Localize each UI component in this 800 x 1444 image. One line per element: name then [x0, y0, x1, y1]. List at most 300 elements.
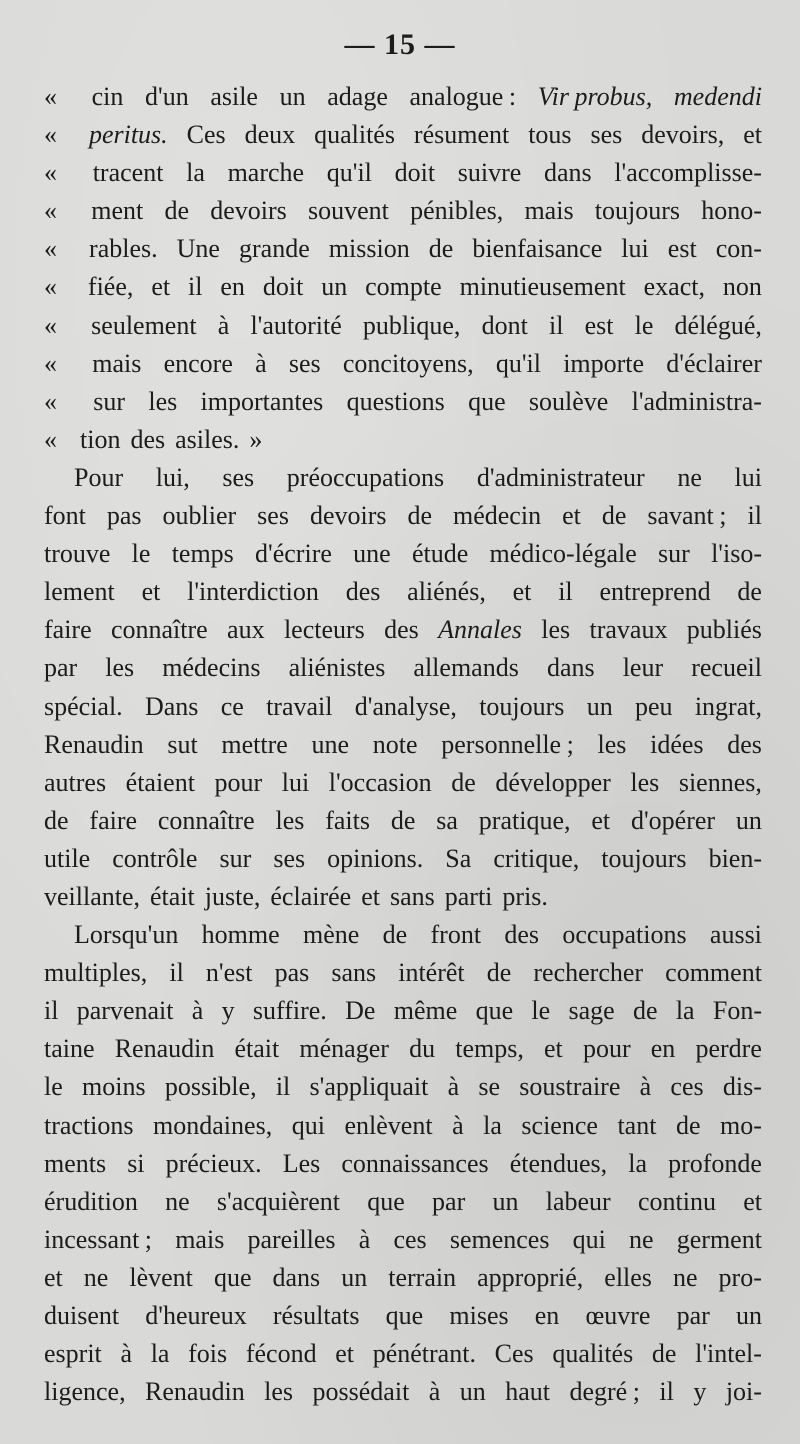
word: la	[628, 1148, 647, 1178]
word: résultats	[272, 1301, 360, 1330]
word: elles	[604, 1262, 652, 1292]
text-line	[44, 383, 762, 421]
word: «	[44, 386, 57, 416]
word: devoirs	[309, 501, 387, 531]
word: suivre	[457, 158, 522, 188]
text-line	[44, 649, 762, 687]
word: doit	[394, 158, 436, 188]
word: un	[492, 1186, 519, 1216]
word: qu'il	[495, 348, 541, 378]
word: le	[531, 996, 551, 1026]
word: un	[586, 691, 613, 721]
text-line	[44, 78, 762, 116]
word: il	[275, 1072, 291, 1102]
word: concitoyens,	[342, 348, 474, 378]
word: étaient	[125, 767, 195, 797]
word: du	[409, 1034, 436, 1064]
word: que	[213, 1262, 252, 1292]
word: sut	[167, 729, 198, 759]
word: approprié,	[477, 1262, 584, 1292]
word: des	[384, 615, 419, 645]
word: mettre	[221, 729, 288, 759]
word: à	[255, 348, 267, 378]
word: préoccupations	[286, 462, 445, 492]
word: grande	[239, 234, 310, 264]
text-line	[44, 459, 762, 497]
word: de	[390, 805, 416, 835]
word: occupations	[562, 920, 687, 950]
text-line	[44, 154, 762, 192]
word: de	[44, 805, 69, 835]
word: aliénés,	[407, 577, 486, 607]
text-line	[44, 192, 762, 230]
word: hono-	[701, 196, 762, 226]
word: tion	[80, 424, 121, 454]
word: idées	[650, 729, 704, 759]
word: fois	[188, 1339, 228, 1369]
word: faits	[325, 805, 370, 835]
word: par	[44, 653, 78, 683]
word: de	[632, 996, 658, 1026]
word: et	[743, 120, 762, 150]
text-line	[44, 1107, 762, 1145]
word: de	[737, 577, 762, 607]
word: autres	[44, 767, 107, 797]
word: pas	[106, 501, 142, 531]
word: médico-légale	[489, 539, 637, 569]
word: que	[385, 1301, 424, 1330]
text-line	[44, 1068, 762, 1106]
word: de	[601, 501, 627, 531]
word: duisent	[44, 1301, 120, 1330]
word: ment	[91, 196, 144, 226]
word: était	[150, 881, 195, 911]
text-line	[44, 954, 762, 992]
word: d'un	[145, 82, 189, 111]
word: Une	[176, 234, 220, 264]
word: mondaines,	[153, 1110, 273, 1140]
word: dis-	[722, 1072, 762, 1102]
word: Dans	[144, 691, 199, 721]
word: De	[345, 996, 376, 1026]
word: Renaudin	[114, 1034, 215, 1064]
word: en	[650, 1034, 676, 1064]
word: une	[353, 539, 391, 569]
word: Vir probus,	[537, 82, 653, 111]
word: de	[428, 234, 454, 264]
word: ses	[288, 348, 321, 378]
word: peritus.	[88, 120, 168, 150]
word: «	[44, 82, 57, 111]
word: l'intel-	[695, 1339, 762, 1369]
word: en	[534, 1301, 560, 1330]
word: joi-	[725, 1377, 762, 1407]
word: marche	[227, 158, 305, 188]
word: contrôle	[112, 843, 198, 873]
word: «	[44, 234, 57, 264]
word: de	[407, 501, 433, 531]
word: haut	[505, 1377, 551, 1407]
word: ses	[257, 501, 289, 531]
word: Annales	[438, 615, 522, 645]
word: n'est	[205, 958, 253, 988]
word: asile	[210, 82, 258, 111]
word: con-	[715, 234, 762, 264]
text-line	[44, 878, 762, 916]
word: y	[693, 1377, 707, 1407]
word: d'administrateur	[476, 462, 645, 492]
word: il	[44, 996, 59, 1026]
word: l'interdiction	[187, 577, 319, 607]
text-line	[44, 421, 762, 459]
word: Renaudin	[145, 1377, 245, 1407]
word: à	[447, 1072, 460, 1102]
word: aussi	[709, 920, 762, 950]
word: Ces	[186, 120, 226, 150]
word: par	[676, 1301, 710, 1330]
word: parvenait	[76, 996, 174, 1026]
word: ces	[393, 1224, 427, 1254]
word: un	[279, 82, 306, 111]
word: ligence,	[44, 1377, 126, 1407]
word: devoirs,	[641, 120, 725, 150]
text-line	[44, 116, 762, 154]
word: oublier	[162, 501, 237, 531]
word: est	[584, 310, 614, 340]
word: ces	[670, 1072, 704, 1102]
word: d'opérer	[630, 805, 716, 835]
word: que	[367, 1186, 405, 1216]
word: tous	[528, 120, 572, 150]
word: «	[44, 120, 57, 150]
word: germent	[676, 1224, 762, 1254]
word: terrain	[388, 1262, 457, 1292]
text-line	[44, 611, 762, 649]
word: la	[483, 1110, 502, 1140]
word: l'accomplisse-	[614, 158, 762, 188]
word: perdre	[695, 1034, 762, 1064]
word: les	[264, 1377, 294, 1407]
word: toujours	[601, 843, 687, 873]
word: et	[141, 577, 161, 607]
word: pénétrant.	[372, 1339, 476, 1369]
word: Les	[282, 1148, 321, 1178]
word: sur	[93, 386, 126, 416]
word: les	[275, 805, 305, 835]
word: un	[321, 272, 348, 302]
word: s'appliquait	[309, 1072, 429, 1102]
word: ménager	[299, 1034, 389, 1064]
word: questions	[346, 386, 445, 416]
page-number: — 15 —	[344, 28, 456, 61]
word: qualités	[552, 1339, 634, 1369]
word: soulève	[528, 386, 609, 416]
word: sage	[568, 996, 615, 1026]
word: ne	[677, 462, 702, 492]
word: Sa	[445, 843, 472, 873]
text-line	[44, 802, 762, 840]
word: publique,	[362, 310, 461, 340]
word: critique,	[493, 843, 580, 873]
word: il	[548, 310, 564, 340]
text-line	[44, 1183, 762, 1221]
word: entreprend	[599, 577, 711, 607]
word: sur	[658, 539, 690, 569]
text-line	[44, 268, 762, 306]
word: les	[148, 386, 178, 416]
word: semences	[449, 1224, 550, 1254]
word: Renaudin	[44, 729, 144, 759]
word: lement	[44, 577, 115, 607]
word: incessant ;	[44, 1224, 153, 1254]
word: la	[186, 158, 205, 188]
word: qui	[572, 1224, 606, 1254]
word: il	[188, 272, 203, 302]
word: il	[169, 958, 184, 988]
word: ce	[220, 691, 244, 721]
word: «	[44, 158, 57, 188]
word: le	[44, 1072, 63, 1102]
word: résument	[413, 120, 510, 150]
word: mises	[449, 1301, 509, 1330]
word: à	[217, 310, 230, 340]
word: personnelle ;	[441, 729, 574, 759]
text-line	[44, 573, 762, 611]
word: ne	[629, 1224, 654, 1254]
word: allemands	[413, 653, 519, 683]
word: rables.	[89, 234, 158, 264]
word: mais	[524, 196, 574, 226]
word: et	[44, 1262, 63, 1292]
word: intérêt	[398, 958, 465, 988]
word: «	[44, 272, 57, 302]
word: que	[475, 996, 514, 1026]
word: lui	[734, 462, 762, 492]
word: sa	[436, 805, 458, 835]
word: développer	[495, 767, 611, 797]
text-line	[44, 1373, 762, 1411]
word: un	[459, 1377, 486, 1407]
word: bienfaisance	[472, 234, 603, 264]
word: mais	[175, 1224, 225, 1254]
word: possible,	[164, 1072, 257, 1102]
word: tant	[617, 1110, 657, 1140]
word: importe	[563, 348, 645, 378]
word: devoirs	[210, 196, 287, 226]
word: ne	[165, 1186, 190, 1216]
word: juste,	[204, 881, 261, 911]
word: souvent	[307, 196, 389, 226]
text-line	[44, 688, 762, 726]
word: les	[541, 615, 571, 645]
word: ses	[590, 120, 623, 150]
word: mais	[92, 348, 142, 378]
word: de	[486, 958, 512, 988]
word: publiés	[686, 615, 762, 645]
word: faire	[89, 805, 138, 835]
word: les	[597, 729, 627, 759]
word: s'acquièrent	[216, 1186, 340, 1216]
word: «	[44, 196, 57, 226]
word: et	[591, 805, 611, 835]
word: l'autorité	[250, 310, 342, 340]
word: sur	[219, 843, 252, 873]
word: d'écrire	[255, 539, 332, 569]
word: possédait	[312, 1377, 410, 1407]
word: profonde	[668, 1148, 762, 1178]
word: à	[120, 1339, 132, 1369]
word: connaissances	[341, 1148, 489, 1178]
word: doit	[262, 272, 304, 302]
word: et	[361, 881, 380, 911]
word: la	[150, 1339, 170, 1369]
text-line	[44, 307, 762, 345]
word: travail	[266, 691, 333, 721]
word: sans	[389, 881, 435, 911]
word: sans	[331, 958, 377, 988]
word: faire	[44, 615, 92, 645]
word: qu'il	[326, 158, 372, 188]
word: Pour	[74, 462, 124, 492]
word: peu	[635, 691, 673, 721]
word: «	[44, 348, 57, 378]
word: pour	[582, 1034, 631, 1064]
word: tracent	[92, 158, 164, 188]
word: ne	[83, 1262, 109, 1292]
text-line	[44, 535, 762, 573]
word: cin	[91, 82, 124, 111]
word: se	[478, 1072, 501, 1102]
text-line	[44, 1297, 762, 1335]
word: médecins	[162, 653, 261, 683]
text-line	[44, 1259, 762, 1297]
text-line	[44, 1335, 762, 1373]
word: science	[521, 1110, 598, 1140]
word: ses	[273, 843, 306, 873]
word: compte	[365, 272, 442, 302]
word: un	[735, 1301, 762, 1330]
word: la	[675, 996, 695, 1026]
word: «	[44, 310, 57, 340]
word: font	[44, 501, 86, 531]
word: medendi	[673, 82, 762, 111]
word: un	[341, 1262, 368, 1292]
word: dans	[543, 158, 592, 188]
word: qui	[291, 1110, 325, 1140]
word: ses	[222, 462, 255, 492]
text-line	[44, 345, 762, 383]
text-line	[44, 764, 762, 802]
word: parti	[444, 881, 493, 911]
text-line	[44, 497, 762, 535]
word: mène	[303, 920, 360, 950]
word: analogue :	[409, 82, 517, 111]
word: Lorsqu'un	[74, 920, 179, 950]
word: minutieusement	[459, 272, 626, 302]
word: que	[468, 386, 506, 416]
word: seulement	[91, 310, 197, 340]
text-line	[44, 1221, 762, 1259]
word: toujours	[479, 691, 565, 721]
word: pas	[274, 958, 310, 988]
word: importantes	[200, 386, 324, 416]
word: note	[372, 729, 418, 759]
word: fiée,	[87, 272, 134, 302]
text-line	[44, 1145, 762, 1183]
word: et	[335, 1339, 355, 1369]
word: des	[504, 920, 540, 950]
word: et	[544, 1034, 563, 1064]
word: front	[430, 920, 482, 950]
word: pareilles	[247, 1224, 336, 1254]
word: même	[393, 996, 458, 1026]
word: mo-	[720, 1110, 762, 1140]
word: à	[358, 1224, 371, 1254]
word: étendues,	[509, 1148, 608, 1178]
word: »	[249, 424, 263, 454]
word: délégué,	[674, 310, 762, 340]
word: l'iso-	[711, 539, 762, 569]
word: ne	[672, 1262, 698, 1292]
word: Fon-	[712, 996, 762, 1026]
word: à	[452, 1110, 464, 1140]
word: lui	[621, 234, 649, 264]
word: encore	[163, 348, 233, 378]
word: comment	[665, 958, 762, 988]
word: deux	[244, 120, 296, 150]
word: adage	[327, 82, 388, 111]
word: des	[130, 424, 166, 454]
word: précieux.	[165, 1148, 262, 1178]
word: médecin	[453, 501, 542, 531]
word: si	[127, 1148, 145, 1178]
word: dont	[481, 310, 528, 340]
word: l'occasion	[328, 767, 432, 797]
word: siennes,	[678, 767, 762, 797]
word: degré ;	[569, 1377, 640, 1407]
word: connaître	[110, 615, 208, 645]
text-line	[44, 916, 762, 954]
word: aliénistes	[288, 653, 386, 683]
word: qualités	[314, 120, 395, 150]
word: y	[221, 996, 235, 1026]
word: l'administra-	[631, 386, 762, 416]
word: soustraire	[519, 1072, 621, 1102]
word: connaître	[157, 805, 255, 835]
word: dans	[272, 1262, 321, 1292]
word: temps	[171, 539, 234, 569]
word: savant ;	[647, 501, 727, 531]
word: était	[234, 1034, 280, 1064]
word: les	[105, 653, 135, 683]
word: il	[747, 501, 762, 531]
word: trouve	[44, 539, 111, 569]
word: à	[191, 996, 204, 1026]
word: érudition	[44, 1186, 138, 1216]
word: de	[675, 1110, 701, 1140]
word: toujours	[594, 196, 681, 226]
word: à	[428, 1377, 441, 1407]
word: et	[743, 1186, 762, 1216]
word: pris.	[502, 881, 548, 911]
word: de	[651, 1339, 677, 1369]
word: pour	[214, 767, 263, 797]
word: travaux	[589, 615, 668, 645]
word: est	[667, 234, 697, 264]
word: aux	[227, 615, 265, 645]
word: tractions	[44, 1110, 134, 1140]
word: le	[634, 310, 654, 340]
